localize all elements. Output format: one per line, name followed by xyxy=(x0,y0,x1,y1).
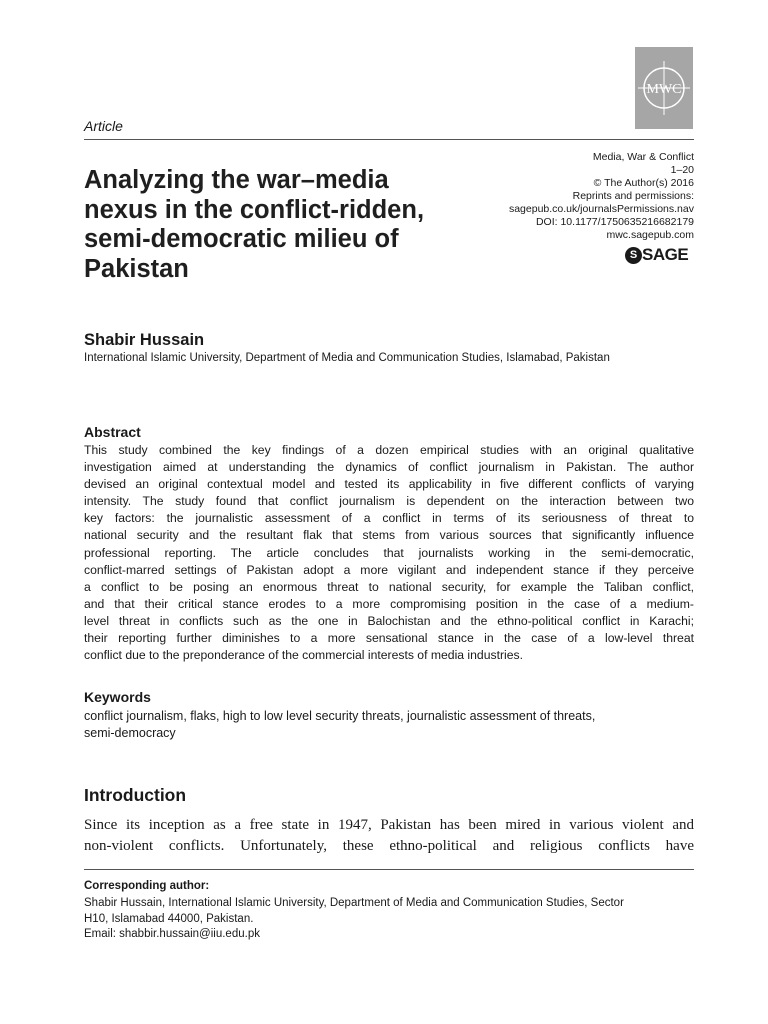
abstract-line: professional reporting. The article concludes that journalists working in the semi-democratic, xyxy=(84,545,694,560)
abstract-line: key factors: the journalistic assessment of a conflict in terms of its seriousness of threat to xyxy=(84,511,694,526)
corresponding-line: Shabir Hussain, International Islamic University, Department of Media and Communication Studies, Sector xyxy=(84,897,624,909)
reprints-label: Reprints and permissions: xyxy=(572,190,694,202)
abstract-line: their reporting further diminishes to a more sensational stance in the case of a low-level threat xyxy=(84,631,694,646)
author-name: Shabir Hussain xyxy=(84,331,205,349)
abstract-heading: Abstract xyxy=(84,424,141,440)
footnote-divider xyxy=(84,869,694,870)
introduction-heading: Introduction xyxy=(84,785,187,805)
title-line: Pakistan xyxy=(84,254,189,283)
abstract-text xyxy=(84,442,694,664)
introduction-text xyxy=(84,815,694,857)
copyright: © The Author(s) 2016 xyxy=(593,177,694,189)
journal-info xyxy=(509,151,694,242)
sage-logo xyxy=(625,246,695,266)
journal-url[interactable]: mwc.sagepub.com xyxy=(606,229,694,241)
abstract-line: a conflict to be posing an enormous threat to national security, for example the Taliban conflict, xyxy=(84,579,694,594)
title-line: semi-democratic milieu of xyxy=(84,225,399,253)
abstract-line: devised an original contextual model and tested its applicability in five different conflicts of varying xyxy=(84,477,694,492)
keywords-line: conflict journalism, flaks, high to low level security threats, journalistic assessment of threats, xyxy=(84,709,596,723)
doi[interactable]: DOI: 10.1177/1750635216682179 xyxy=(535,216,694,228)
introduction-line: non-violent conflicts. Unfortunately, these ethno-political and religious conflicts have xyxy=(84,838,694,854)
abstract-line: level threat in conflicts such as the one in Balochistan and the ethno-political conflict in Karachi; xyxy=(84,613,694,628)
keywords-text xyxy=(84,708,595,742)
corresponding-author-heading: Corresponding author: xyxy=(84,880,210,892)
sage-mark-icon: S xyxy=(625,247,642,264)
keywords-line: semi-democracy xyxy=(84,726,176,740)
corresponding-line: H10, Islamabad 44000, Pakistan. xyxy=(84,912,254,925)
permissions-link[interactable]: sagepub.co.uk/journalsPermissions.nav xyxy=(508,203,694,215)
journal-logo xyxy=(635,47,693,129)
title-line: nexus in the conflict-ridden, xyxy=(84,195,425,224)
journal-logo-graphic xyxy=(635,47,693,129)
journal-logo-text: MWC xyxy=(646,82,682,97)
header-divider xyxy=(84,139,694,140)
abstract-line: national security and the resultant flak that stems from various sources that significantly influence xyxy=(84,528,694,543)
author-affiliation: International Islamic University, Department of Media and Communication Studies, Islamabad, Pakistan xyxy=(84,352,610,364)
introduction-line: Since its inception as a free state in 1947, Pakistan has been mired in various violent and xyxy=(84,817,694,833)
sage-wordmark: SAGE xyxy=(642,245,689,264)
abstract-line: conflict-marred settings of Pakistan adopt a more vigilant and independent stance if they perceive xyxy=(84,562,694,577)
corresponding-email[interactable]: Email: shabbir.hussain@iiu.edu.pk xyxy=(84,928,260,940)
abstract-line: intensity. The study found that conflict journalism is dependent on the interaction between two xyxy=(84,494,694,509)
title-line: Analyzing the war–media xyxy=(84,166,389,194)
keywords-heading: Keywords xyxy=(84,689,151,705)
corresponding-author-details xyxy=(84,896,624,943)
abstract-line: This study combined the key findings of a dozen empirical studies with an original qualitative xyxy=(84,443,694,457)
abstract-line: and that their critical stance erodes to a more compromising position in the case of a medium- xyxy=(84,596,694,611)
journal-name: Media, War & Conflict xyxy=(592,151,694,163)
page-range: 1–20 xyxy=(670,164,694,176)
article-type-label: Article xyxy=(84,118,123,134)
abstract-line: conflict due to the preponderance of the commercial interests of media industries. xyxy=(84,648,523,663)
abstract-line: investigation aimed at understanding the dynamics of conflict journalism in Pakistan. The author xyxy=(84,460,694,475)
article-title xyxy=(84,166,484,284)
